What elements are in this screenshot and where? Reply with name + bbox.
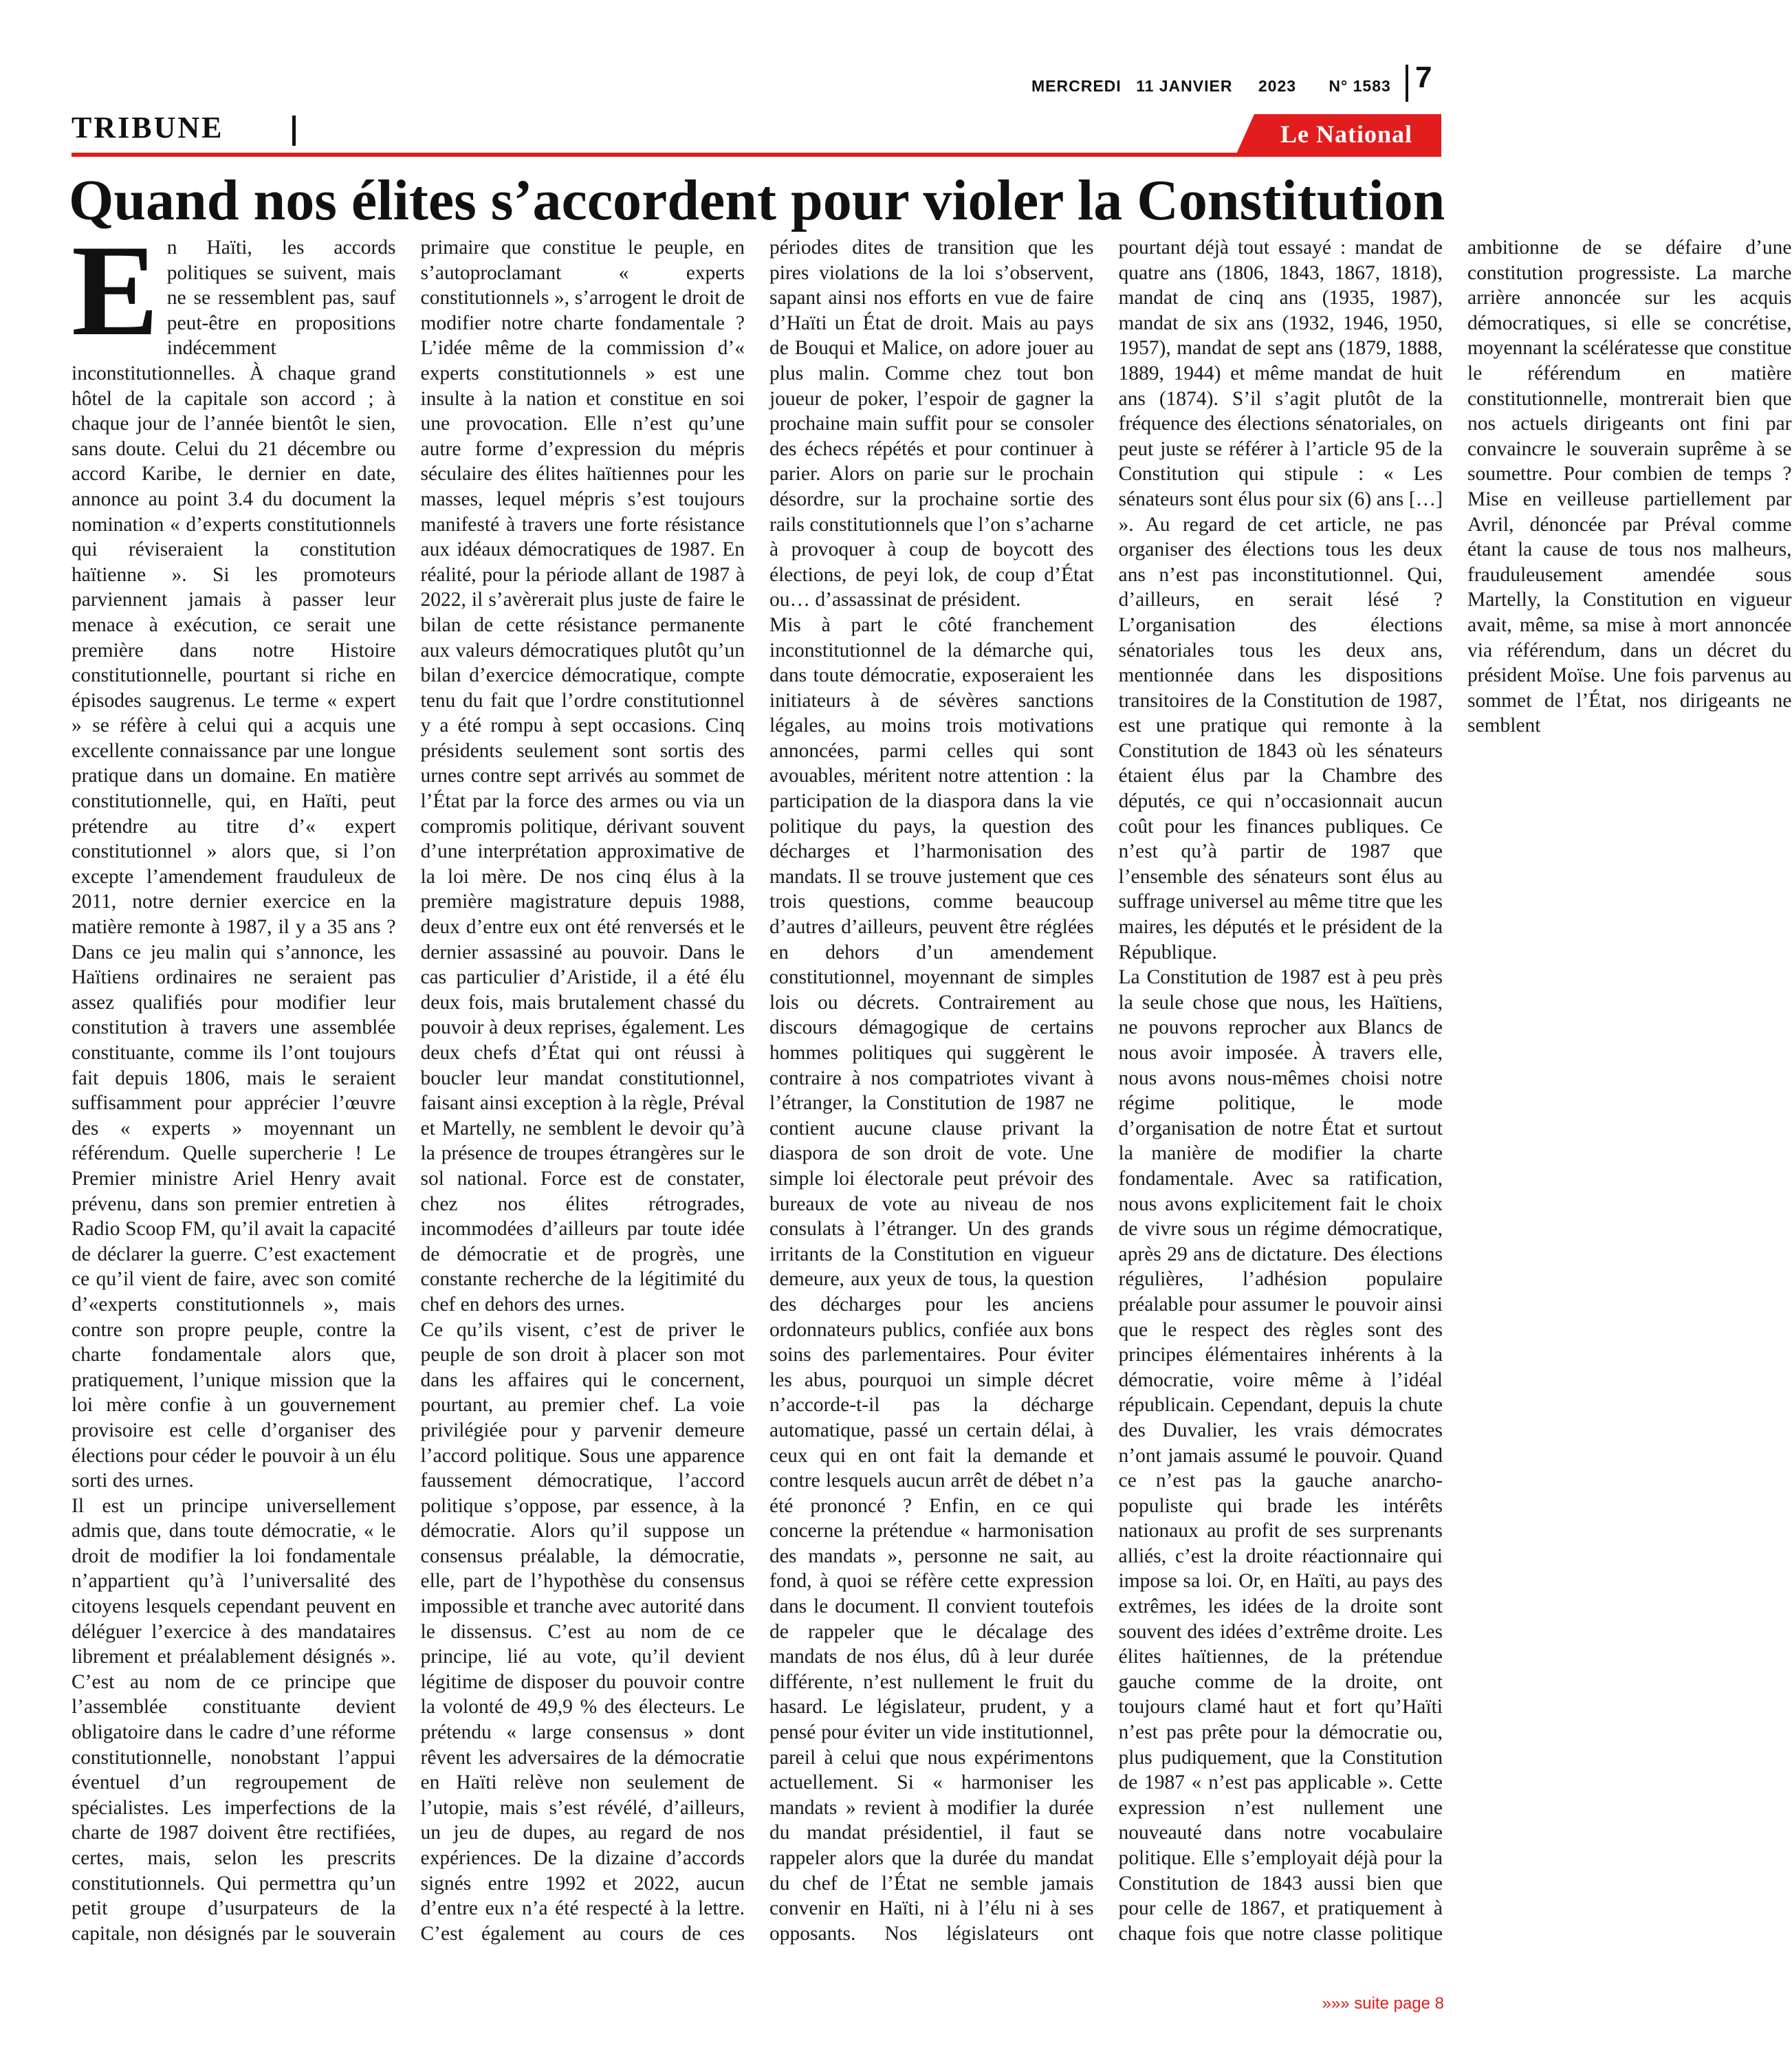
article-paragraph: Ce qu’ils visent, c’est de priver le peuple de son droit à placer son mot dans les affaires qui le concernent, pourtant, au premier chef. La voie privilégiée pour y parvenir demeure l’accord politique. Sous une apparence faussement démocratique, l’accord politique s’oppose, par essence, à la démocratie. Alors qu’il suppose un consensus préalable, la démocratie, elle, part de l’hypothèse du consensus impossible et tranche avec autorité dans le dissensus. C’est au nom de ce principe, lié au vote, qu’il devient légitime de disposer du pouvoir contre la volonté de 49,9 % des électeurs. Le prétendu « large consensus » dont rêvent les adversaires de la démocratie en Haïti relève non seulement de l’utopie, mais s’est révélé, d’ailleurs, un jeu de dupes, au regard de nos expériences. De la dizaine d’accords signés entre 1992 et 2022, aucun d’entre eux n’a été respecté à la lettre. C’est également au cours de ces périodes dites de transition que les pires violations de la loi s’observent, sapant ainsi nos efforts en vue de faire d’Haïti un État de droit. Mais au pays de Bouqui et Malice, on adore jouer au plus malin. Comme chez tout bon joueur de poker, l’espoir de gagner la prochaine main suffit pour se consoler des échecs répétés et pour continuer à parier. Alors on parie sur le prochain désordre, sur la prochaine sortie des rails constitutionnels que l’on s’acharne à provoquer à coup de boycott des élections, de peyi lok, de coup d’État ou… d’assassinat de président. — [420, 237, 1094, 1945]
article-paragraph: Mis à part le côté franchement inconstitutionnel de la démarche qui, dans toute démocratie, exposeraient les initiateurs à de sévères sanctions légales, au moins trois motivations annoncées, parmi celles qui sont avouables, méritent notre attention : la participation de la diaspora dans la vie politique du pays, la question des décharges et l’harmonisation des mandats. Il se trouve justement que ces trois questions, comme beaucoup d’autres d’ailleurs, peuvent être réglées en dehors d’un amendement constitutionnel, moyennant de simples lois ou décrets. Contrairement au discours démagogique de certains hommes politiques qui suggèrent le contraire à nos compatriotes vivant à l’étranger, la Constitution de 1987 ne contient aucune clause privant la diaspora de son droit de vote. Une simple loi électorale peut prévoir des bureaux de vote au niveau de nos consulats à l’étranger. Un des grands irritants de la Constitution en vigueur demeure, aux yeux de tous, la question des décharges pour les anciens ordonnateurs publics, confiée aux bons soins des parlementaires. Pour éviter les abus, pourquoi un simple décret n’accorde-t-il pas la décharge automatique, passé un certain délai, à ceux qui en ont fait la demande et contre lesquels aucun arrêt de débet n’a été prononcé ? Enfin, en ce qui concerne la prétendue « harmonisation des mandats », personne ne sait, au fond, à quoi se réfère cette expression dans le document. Il convient toutefois de rappeler que le décalage des mandats de nos élus, dû à leur durée différente, n’est nullement le fruit du hasard. Le législateur, prudent, y a pensé pour éviter un vide institutionnel, pareil à celui que nous expérimentons actuellement. Si « harmoniser les mandats » revient à modifier la durée du mandat présidentiel, il faut se rappeler alors que la durée du mandat du chef de l’État ne semble jamais convenir en Haïti, ni à l’élu ni à ses opposants. Nos législateurs ont pourtant déjà tout essayé : mandat de quatre ans (1806, 1843, 1867, 1818), mandat de cinq ans (1935, 1987), mandat de six ans (1932, 1946, 1950, 1957), mandat de sept ans (1879, 1888, 1889, 1944) et même mandat de huit ans (1874). S’il s’agit plutôt de la fréquence des élections sénatoriales, on peut juste se référer à l’article 95 de la Constitution qui stipule : « Les sénateurs sont élus pour six (6) ans […] ». Au regard de cet article, ne pas organiser des élections tous les deux ans n’est pas inconstitutionnel. Qui, d’ailleurs, en serait lésé ? L’organisation des élections sénatoriales tous les deux ans, mentionnée dans les dispositions transitoires de la Constitution de 1987, est une pratique qui remonte à la Constitution de 1843 où les sénateurs étaient élus par la Chambre des députés, ce qui n’occasionnait aucun coût pour les finances publiques. Ce n’est qu’à partir de 1987 que l’ensemble des sénateurs sont élus au suffrage universel au même titre que les maires, les députés et le président de la République. — [769, 237, 1443, 1945]
issue-day: MERCREDI — [1031, 77, 1122, 95]
article-paragraph: Il est un principe universellement admis que, dans toute démocratie, « le droit de modifier la loi fondamentale n’appartient qu’à l’universalité des citoyens lesquels cependant peuvent en déléguer l’exercice à des mandataires librement et préalablement désignés ». C’est au nom de ce principe que l’assemblée constituante devient obligatoire dans le cadre d’une réforme constitutionnelle, nonobstant l’appui éventuel d’un regroupement de spécialistes. Les imperfections de la charte de 1987 doivent être rectifiées, certes, mais, selon les prescrits constitutionnels. Qui permettra qu’un petit groupe d’usurpateurs de la capitale, non désignés par le souverain primaire que constitue le peuple, en s’autoproclamant « experts constitutionnels », s’arrogent le droit de modifier notre charte fondamentale ? L’idée même de la commission d’« experts constitutionnels » est une insulte à la nation et constitue en soi une provocation. Elle n’est qu’une autre forme d’expression du mépris séculaire des élites haïtiennes pour les masses, lequel mépris s’est toujours manifesté à travers une forte résistance aux idéaux démocratiques de 1987. En réalité, pour la période allant de 1987 à 2022, il s’avèrerait plus juste de faire le bilan de cette résistance permanente aux valeurs démocratiques plutôt qu’un bilan d’exercice démocratique, compte tenu du fait que l’ordre constitutionnel y a été rompu à sept occasions. Cinq présidents seulement sont sortis des urnes contre sept arrivés au sommet de l’État par la force des armes ou via un compromis politique, dérivant souvent d’une interprétation approximative de la loi mère. De nos cinq élus à la première magistrature depuis 1988, deux d’entre eux ont été renversés et le dernier assassiné au pouvoir. Dans le cas particulier d’Aristide, il a été élu deux fois, mais brutalement chassé du pouvoir à deux reprises, également. Les deux chefs d’État qui ont réussi à boucler leur mandat constitutionnel, faisant ainsi exception à la règle, Préval et Martelly, ne semblent le devoir qu’à la présence de troupes étrangères sur le sol national. Force est de constater, chez nos élites rétrogrades, incommodées d’ailleurs par toute idée de démocratie et de progrès, une constante recherche de la légitimité du chef en dehors des urnes. — [72, 237, 745, 1945]
brand-name: Le National — [1280, 120, 1412, 148]
section-divider — [292, 116, 296, 146]
page-number: 7 — [1415, 61, 1432, 94]
issue-meta — [1031, 77, 1417, 96]
continuation-link[interactable]: »»» suite page 8 — [1322, 1994, 1444, 2013]
header-rule — [72, 153, 1441, 157]
issue-year: 2023 — [1258, 77, 1297, 95]
article-paragraph: La Constitution de 1987 est à peu près la seule chose que nous, les Haïtiens, ne pouvons reprocher aux Blancs de nous avoir imposée. À travers elle, nous avons nous-mêmes choisi notre régime politique, le mode d’organisation de notre État et surtout la manière de modifier la charte fondamentale. Avec sa ratification, nous avons explicitement fait le choix de vivre sous un régime démocratique, après 29 ans de dictature. Des élections régulières, l’adhésion populaire préalable pour assumer le pouvoir ainsi que le respect des règles sont des principes élémentaires inhérents à la démocratie, voire même à l’idéal républicain. Cependant, depuis la chute des Duvalier, les vrais démocrates n’ont jamais assumé le pouvoir. Quand ce n’est pas la gauche anarcho-populiste qui brade les intérêts nationaux au profit de ses surprenants alliés, c’est la droite réactionnaire qui impose sa loi. Or, en Haïti, au pays des extrêmes, les idées de la droite sont souvent des idées d’extrême droite. Les élites haïtiennes, de la prétendue gauche comme de la droite, ont toujours clamé haut et fort qu’Haïti n’est pas prête pour la démocratie ou, plus pudiquement, que la Constitution de 1987 « n’est pas applicable ». Cette expression n’est nullement une nouveauté dans notre vocabulaire politique. Elle s’employait déjà pour la Constitution de 1843 aussi bien que pour celle de 1867, et pratiquement à chaque fois que notre classe politique ambitionne de se défaire d’une constitution progressiste. La marche arrière annoncée sur les acquis démocratiques, si elle se concrétise, moyennant la scélératesse que constitue le référendum en matière constitutionnelle, montrerait bien que nos actuels dirigeants ont fini par convaincre le souverain suprême à se soumettre. Pour combien de temps ? Mise en veilleuse partiellement par Avril, dénoncée par Préval comme étant la cause de tous nos malheurs, frauduleusement amendée sous Martelly, la Constitution en vigueur avait, même, sa mise à mort annoncée via référendum, dans un décret du président Moïse. Une fois parvenus au sommet de l’État, nos dirigeants ne semblent — [1118, 237, 1792, 1945]
page-number-divider — [1406, 65, 1408, 102]
article-paragraph — [72, 219, 396, 1494]
paragraph-text: n Haïti, les accords politiques se suivent, mais ne se ressemblent pas, sauf peut-être en propositions indécemment inconstitutionnelles. À chaque grand hôtel de la capitale son accord ; à chaque jour de l’année bientôt le sien, sans doute. Celui du 21 décembre ou accord Karibe, le dernier en date, annonce au point 3.4 du document la nomination « d’experts constitutionnels qui réviseraient la constitution haïtienne ». Si les promoteurs parviennent jamais à passer leur menace à exécution, ce serait une première dans notre Histoire constitutionnelle, pourtant si riche en épisodes saugrenus. Le terme « expert » se réfère à celui qui a acquis une excellente connaissance par une longue pratique dans un domaine. En matière constitutionnelle, qui, en Haïti, peut prétendre au titre d’« expert constitutionnel » alors que, si l’on excepte l’amendement frauduleux de 2011, notre dernier exercice en la matière remonte à 1987, il y a 35 ans ? Dans ce jeu malin qui s’annonce, les Haïtiens ordinaires ne seraient pas assez qualifiés pour modifier leur constitution à travers une assemblée constituante, comme ils l’ont toujours fait depuis 1806, mais le seraient suffisamment pour apprécier l’œuvre des « experts » moyennant un référendum. Quelle supercherie ! Le Premier ministre Ariel Henry avait prévenu, dans son premier entretien à Radio Scoop FM, qu’il avait la capacité de déclarer la guerre. C’est exactement ce qu’il vient de faire, avec son comité d’«experts constitutionnels », mais contre son propre peuple, contre la charte fondamentale alors que, pratiquement, l’unique mission que la loi mère confie à un gouvernement provisoire est celle d’organiser des élections pour céder le pouvoir à un élu sorti des urnes. — [72, 237, 396, 1492]
issue-number: N° 1583 — [1329, 77, 1391, 95]
article-body — [72, 219, 1792, 1961]
article-title: Quand nos élites s’accordent pour violer la Constitution — [69, 168, 1445, 232]
dropcap: E — [72, 219, 159, 363]
section-label: TRIBUNE — [72, 111, 224, 144]
issue-date: 11 JANVIER — [1136, 77, 1233, 95]
